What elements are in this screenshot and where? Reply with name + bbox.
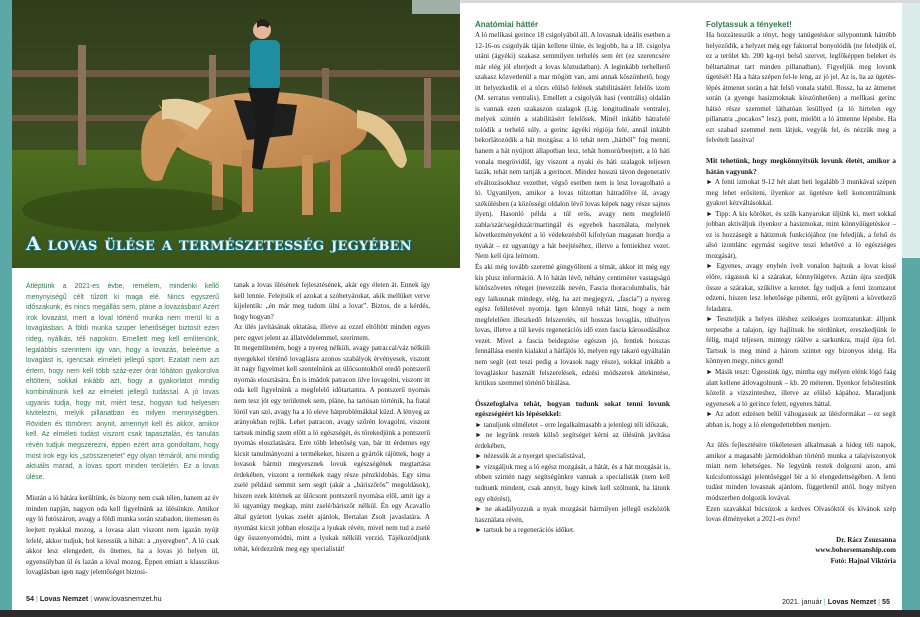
article-title: A lovas ülése a természetesség jegyében: [26, 233, 412, 255]
horse-rider-photo: [12, 0, 460, 268]
right-folio: [782, 597, 890, 606]
folio-separator: |: [878, 597, 880, 606]
author-name: Dr. Rácz Zsuzsanna: [836, 535, 896, 544]
page-number: 54: [26, 594, 34, 603]
right-column-2: [706, 19, 896, 566]
closing-paragraph: Ezen szavakkal búcsúzok a kedves Olvasóktól és kívánok szép lovas élményeket a 2021-es évre!: [706, 504, 896, 524]
magazine-name: Lovas Nemzet: [39, 594, 89, 603]
folio-separator: |: [90, 594, 93, 603]
left-column-1: [26, 282, 219, 578]
folio-separator: |: [823, 597, 826, 606]
section-heading-facts: Folytassuk a tényeket!: [706, 20, 792, 29]
closing-paragraph: Az ülés fejlesztésére tökéletesen alkalmasak a hideg téli napok, amikor a magasabb jármódokban történő munka a talajviszonyok miatt nem lehetséges. Ne legyünk restek dolgozni azon, ami kulcsfontosságú jelentőséggel bír a ló elengedettségében. A fenti tudást minden lovasnak ajánlom, függetlenül attól, hogy milyen módszerben dolgozik lovával.: [706, 441, 896, 502]
section-heading-anatomy: Anatómiai háttér: [475, 20, 539, 29]
left-page: [0, 0, 460, 610]
issue-date: 2021. január: [781, 597, 822, 606]
photo-illustration: [12, 0, 460, 268]
body-paragraph: És aki még tovább szeretné göngyölíteni a témát, akkor itt még egy kis plusz információ. A ló hátán lévő, néhány centiméter vastagságú kötőszövetes réteget (nevezzük nevén, Fascia thoracolumbalis, bár egy laikusnak mindegy, elég, ha azt megjegyzi, „fascia”) a nyereg egész felületével nyomja. Igen könnyű tehát látni, hogy a nem megfelelően illeszkedő felszerelés, túl hosszas lovaglás, túlsúlyos lovas, illetve a túl kevés regenerációs idő ezen fascia károsodásához vezet. Mivel a fascia beidegzése egészen jó, fentiek hosszas fennállása esetén kialakul a hátfájós ló, melyen egy takaró egyáltalán nem segít (ezt teszi pedig a lovasok nagy része), sokkal inkább a lovagláskor használt felszerelések, edzési módszerek áttekintése, kritikus szemmel történő bírálása.: [475, 263, 670, 388]
left-folio: [26, 594, 162, 603]
body-paragraph: Az ülés javításának oktatása, illetve az ezzel eltöltött minden egyes perc egyet jelent az állatvédelemmel, szerintem.: [234, 323, 430, 342]
help-item: ► Tipp: A kis köröket, és szűk kanyarokat üljünk ki, mert sokkal jobban aktiváljuk ilyenkor a hasizmokat, mint könnyűügetéskor – ez is hozzásegít a hátizmok funkciójához (ne feledjük, a felső és alsó izomlánc egymást segítve teszi lehetővé a ló egészséges mozgását),: [706, 209, 896, 260]
help-item: ► Másik teszt: Ügessünk úgy, mintha egy mélyen elénk lógó faág alatt kellene átlovagolnunk – kb. 20 méteren. Ilyenkor felsőtestünk közelít a vízszinteshez, illetve az elülső kápához. Maradjunk egyenesek a ló gerince felett, egyenes háttal.: [706, 367, 896, 408]
folio-separator: |: [36, 594, 38, 603]
intro-paragraph: Átléptünk a 2021-es évbe, remélem, mindenki kellő menynyiségű célt tűzött ki maga elé. Nincs egyszerű időszakunk, és nincs megállás sem, pláne a lovazásban! Azért írok lovazást, mert a lóval történő munka nem merül ki a lovaglásban. A földi munka szuper lehetőséget biztosít ezen rideg, nyálkás, téli napokon. Emellett meg kell említenünk, legalábbis szerintem így van, hogy a lovazás, beleértve a lovaglást is, igencsak elméleti jellegű sport. Ezalatt nem azt értem, hogy nem kell több száz-ezer órát lóháton gyakorolva eltölteni, sokkal inkább azt, hogy a gyakorlatot mindig kombinálnunk kell az elméleti jellegű tudással. A jó lovas ugyanis tudja, hogy mit, miért tesz, hogyan tud helyesen kivitelezni, melyik pillanatban és milyen mennyiségben. Röviden és tömören: anynit, amennyit kell és akkor, amikor kell. Az elméleti tudást viszont csak tapasztalás, és tanulás révén tudjuk megszerezni, éppen ezért arra gondoltam, hogy most írok egy kis „szösszenetet” egy olyan témáról, ami mindig aktuális marad, a lovas sport minden területén. Ez a lovas ülése.: [26, 283, 219, 481]
help-item: ► A fenti izmokat 9-12 hét alatt heti legalább 3 munkával szépen meg lehet erősíteni, ilyenkor az ügetésre kell koncentrálnunk gyakori kézváltásokkal.: [706, 178, 896, 208]
viewer-bottom-bar: [0, 610, 920, 617]
help-item: ► Egyenes, avagy enyhén ívelt vonalon hajtsuk a lovat kissé előre, rágassuk ki a szárakat, könnyűügetve. Aztán újra szedjük össze a szárakat, szűkítve a keretet. Így tudjuk a fenti izomzatot edzeni, hiszen lesz lehetősége pihenni, erőt gyűjteni a következő feladatra.: [706, 262, 896, 313]
body-paragraph: A ló mellkasi gerince 18 csigolyából áll. A lovasnak ideális esetben a 12-16-os csigolyák táján kellene ülnie, és legjobb, ha a 18. csigolya utáni (ágyéki) szakasz semmilyen terhelés sem ért (ez szerencsére már elég jól elterjedt a lovas köztudatban). A leginkább terhelhető szakasz közvetlenül a mar mögött van, ami annak köszönhető, hogy itt helyezkedik el a törzs elülső felének stabilitásáért felelős izom (M. serratus ventralis). Emellett a csigolyák hasi (ventrális) oldalán is vannak ezen szakaszon szalagok (Lig. longitudinale ventrale), melyek szintén a stabilitásért felelősek. Minél inkább hátrafelé tolódik a terhelő súly, a gerinc ágyéki régiója felé, annál inkább bekorlátozódik a hát mozgása: a ló tehát nem „hátból” fog menni, hanem a hát nyújtott állapotban lesz, tehát homorú/beejtett, a ló háti vonala megrövidül, így viszont a nyaki és háti szalagok teljesen lazák, tehát nem tartják a gerincet. Mindez hosszú távon degeneratív elváltozásokhoz vezethet, végső esetben nem is lesz lovagolható a ló. Ugyanilyen, amikor a lovas túlzottan hátradőlve ül, avagy székülésben (a közösségi oldalon lévő lovas képek nagy része sajnos ilyen). Hasonló példa a túl erős, avagy nem megfelelő zabla/szár/segédszár/martingál és egyebek használata, melynek következményeként a ló védekezésből kifolyóan magasan hordja a nyakát – ez ugyanúgy a hát beejtéséhez, illetve a fentiekhez vezet. Nem kell újra leírnom.: [475, 31, 670, 261]
summary-item: ► tanuljunk elméletet – erre legalkalmasabb a jelenlegi téli időszak,: [475, 420, 669, 429]
summary-item: ► ne akadályozzuk a nyak mozgását bármilyen jellegű eszközök használata révén,: [475, 505, 670, 524]
body-paragraph: Itt megemlíteném, hogy a nyereg nélküli, avagy patraccal/váz nélküli nyergekkel történő lovaglásra azonos szabályok érvényesek, viszont itt nagy figyelmet kell szentelnünk az ülőcsontokból eredő pontszerű nyomás elosztására. Én is imádok patracon ülve lovagolni, viszont itt oda kell figyelnünk a megfelelő időtartamra. A pontszerű nyomás nem tesz jót egy területnek sem, pláne, ha tartósan történik, ha fiatal lóról van szó, avagy ha a ló eleve hátproblémákkal küzd. A lényeg az arányokban rejlik. Lehet patracon, avagy szőrén lovagolni, viszont tartsuk mindig szem előtt a ló egészségét, és törekedjünk a pontszerű nyomás eloszlatására. Erre több lehetőség van, bár itt érdemes egy kicsit tanulmányozni a termékeket, hiszen a gyártók rájöttek, hogy a lovasok bármit megvesznek lovuk egészségének megtartása érdekében, viszont a termékek nagy része pénzkidobás. Egy sima zselé például semmit sem segít (akár a „báriszőrös” megoldások), hiszen ezek kitérnek az ülőcsont pontszerű nyomása elől, amit így a ló ugyanúgy megkap, mint zselé/báriszőr nélkül. Én egy Acavallo által gyártott lyukas zselét ajánlok, Bertalan Zsolt javaslatára. A nyomást kicsit jobban eloszija a lyukak révén, mivel nem tud a zselé úgy összenyomódni, mint a lyukak nélküli verzió. Tájékozódjunk tehát, kérdezzünk meg egy specialistát!: [234, 344, 430, 553]
body-paragraph: Miután a ló hátára kerültünk, és bizony nem csak télen, hanem az év minden napján, nagyon oda kell figyelnünk az ülésünkre. Amikor egy ló futószáron, avagy a földi munka során szabadon, ütemesen és leejtett nyakkal mozog, a lovasa alatt viszont nem igazán nyújt lefelé, akkor tudjuk, hol keressük a hibát: a „nyeregben”. A ló csak akkor lesz elengedett, és ütemes, ha a lovas jó helyen ül, egyensúlyban ül és lazán a lóval mozog. Éppen emiatt a klasszikus lovaglásban igen nagy jelentőséget biztosi-: [26, 494, 219, 577]
summary-item: ► tartsuk be a regenerációs időket.: [475, 526, 575, 535]
summary-heading: Összefoglalva tehát, hogyan tudunk sokat tenni lovunk egészségéért kis lépésekkel:: [475, 398, 670, 419]
body-paragraph: Ha hozzátesszük a tényt, hogy tanügetéskor súlypontunk hátrébb helyeződik, a helyzet még egy faktorral bonyolódik (ne feledjük el, ez a terület kb. 200 kg-nyi belső szervet, legfőképpen beleket és béltartalmat tart minden pillanatban). Figyeljük meg lovunk ügetését! Ha a háta szépen fel-le leng, az jó jel. Az is, ha az ügetés-lépés átmenet során a hát felső vonala stabil. Rossz, ha az átmenet során (a gyenge hasizmoknak köszönhetően) a mellkasi gerinc hátsó része szemmel láthatóan lesüllyed (a ló hirtelen egy pillanatra „pocakos” lesz), pont, mielőtt a ló átmenne lépésbe. Ha ezt szabad szemmel nem látjuk, vegyük fel, és nézzük meg a felvételt lassítva!: [706, 31, 896, 145]
summary-item: ► ne legyünk restek külső segítséget kérni az ülésünk javítása érdekében,: [475, 431, 670, 450]
photo-credit: Fotó: Hajnal Viktória: [830, 556, 896, 565]
teal-margin-stripe: [0, 0, 12, 610]
help-item: ► Teszteljük a helyes üléshez szükséges izomzatunkat: álljunk terpeszbe a talajon, így hajlítsuk be térdünket, ereszkedjünk le félig, majd teljesen, mintegy ráülve a sarkunkra, majd újra fel. Tartsuk is meg mind a három szintet egy bizonyos ideig. Ha könnyen megy, nincs gond!: [706, 315, 896, 366]
right-page: [460, 0, 920, 610]
summary-item: ► nézessük át a nyerget specialistával,: [475, 452, 586, 461]
summary-item: ► vizsgáljuk meg a ló egész mozgását, a hátát, és a hát mozgását is, ebben szintén nagy segítségünkre vannak a specialisták (nem kell tudnunk mindent, csak annyit, hogy kinek kell szólnunk, ha látunk egy eltérést),: [475, 462, 670, 503]
page-number: 55: [882, 597, 890, 606]
author-website: www.bohorsemanship.com: [815, 546, 896, 555]
magazine-name: Lovas Nemzet: [827, 597, 877, 606]
left-column-2: [234, 280, 430, 554]
help-item: ► Az adott edzésen belül váltogassuk az ülésformákat – ez segít abban is, hogy a ló elengedettebben menjen.: [706, 410, 896, 429]
body-paragraph: tanak a lovas ülésének fejlesztésének, akár egy életen át. Ennek így kell lennie. Felejtsük el azokat a szóbetyárokat, akik mellüket verve kijelentik: „én már meg tudom ülni a lovat”. Biztos, de a kérdés, hogy hogyan?: [234, 281, 430, 321]
teal-margin-stripe: [902, 258, 920, 610]
help-heading: Mit tehetünk, hogy megkönnyítsük lovunk életét, amikor a hátán vagyunk?: [706, 156, 896, 176]
right-column-1: [475, 19, 670, 536]
magazine-url: www.lovasnemzet.hu: [94, 594, 162, 603]
